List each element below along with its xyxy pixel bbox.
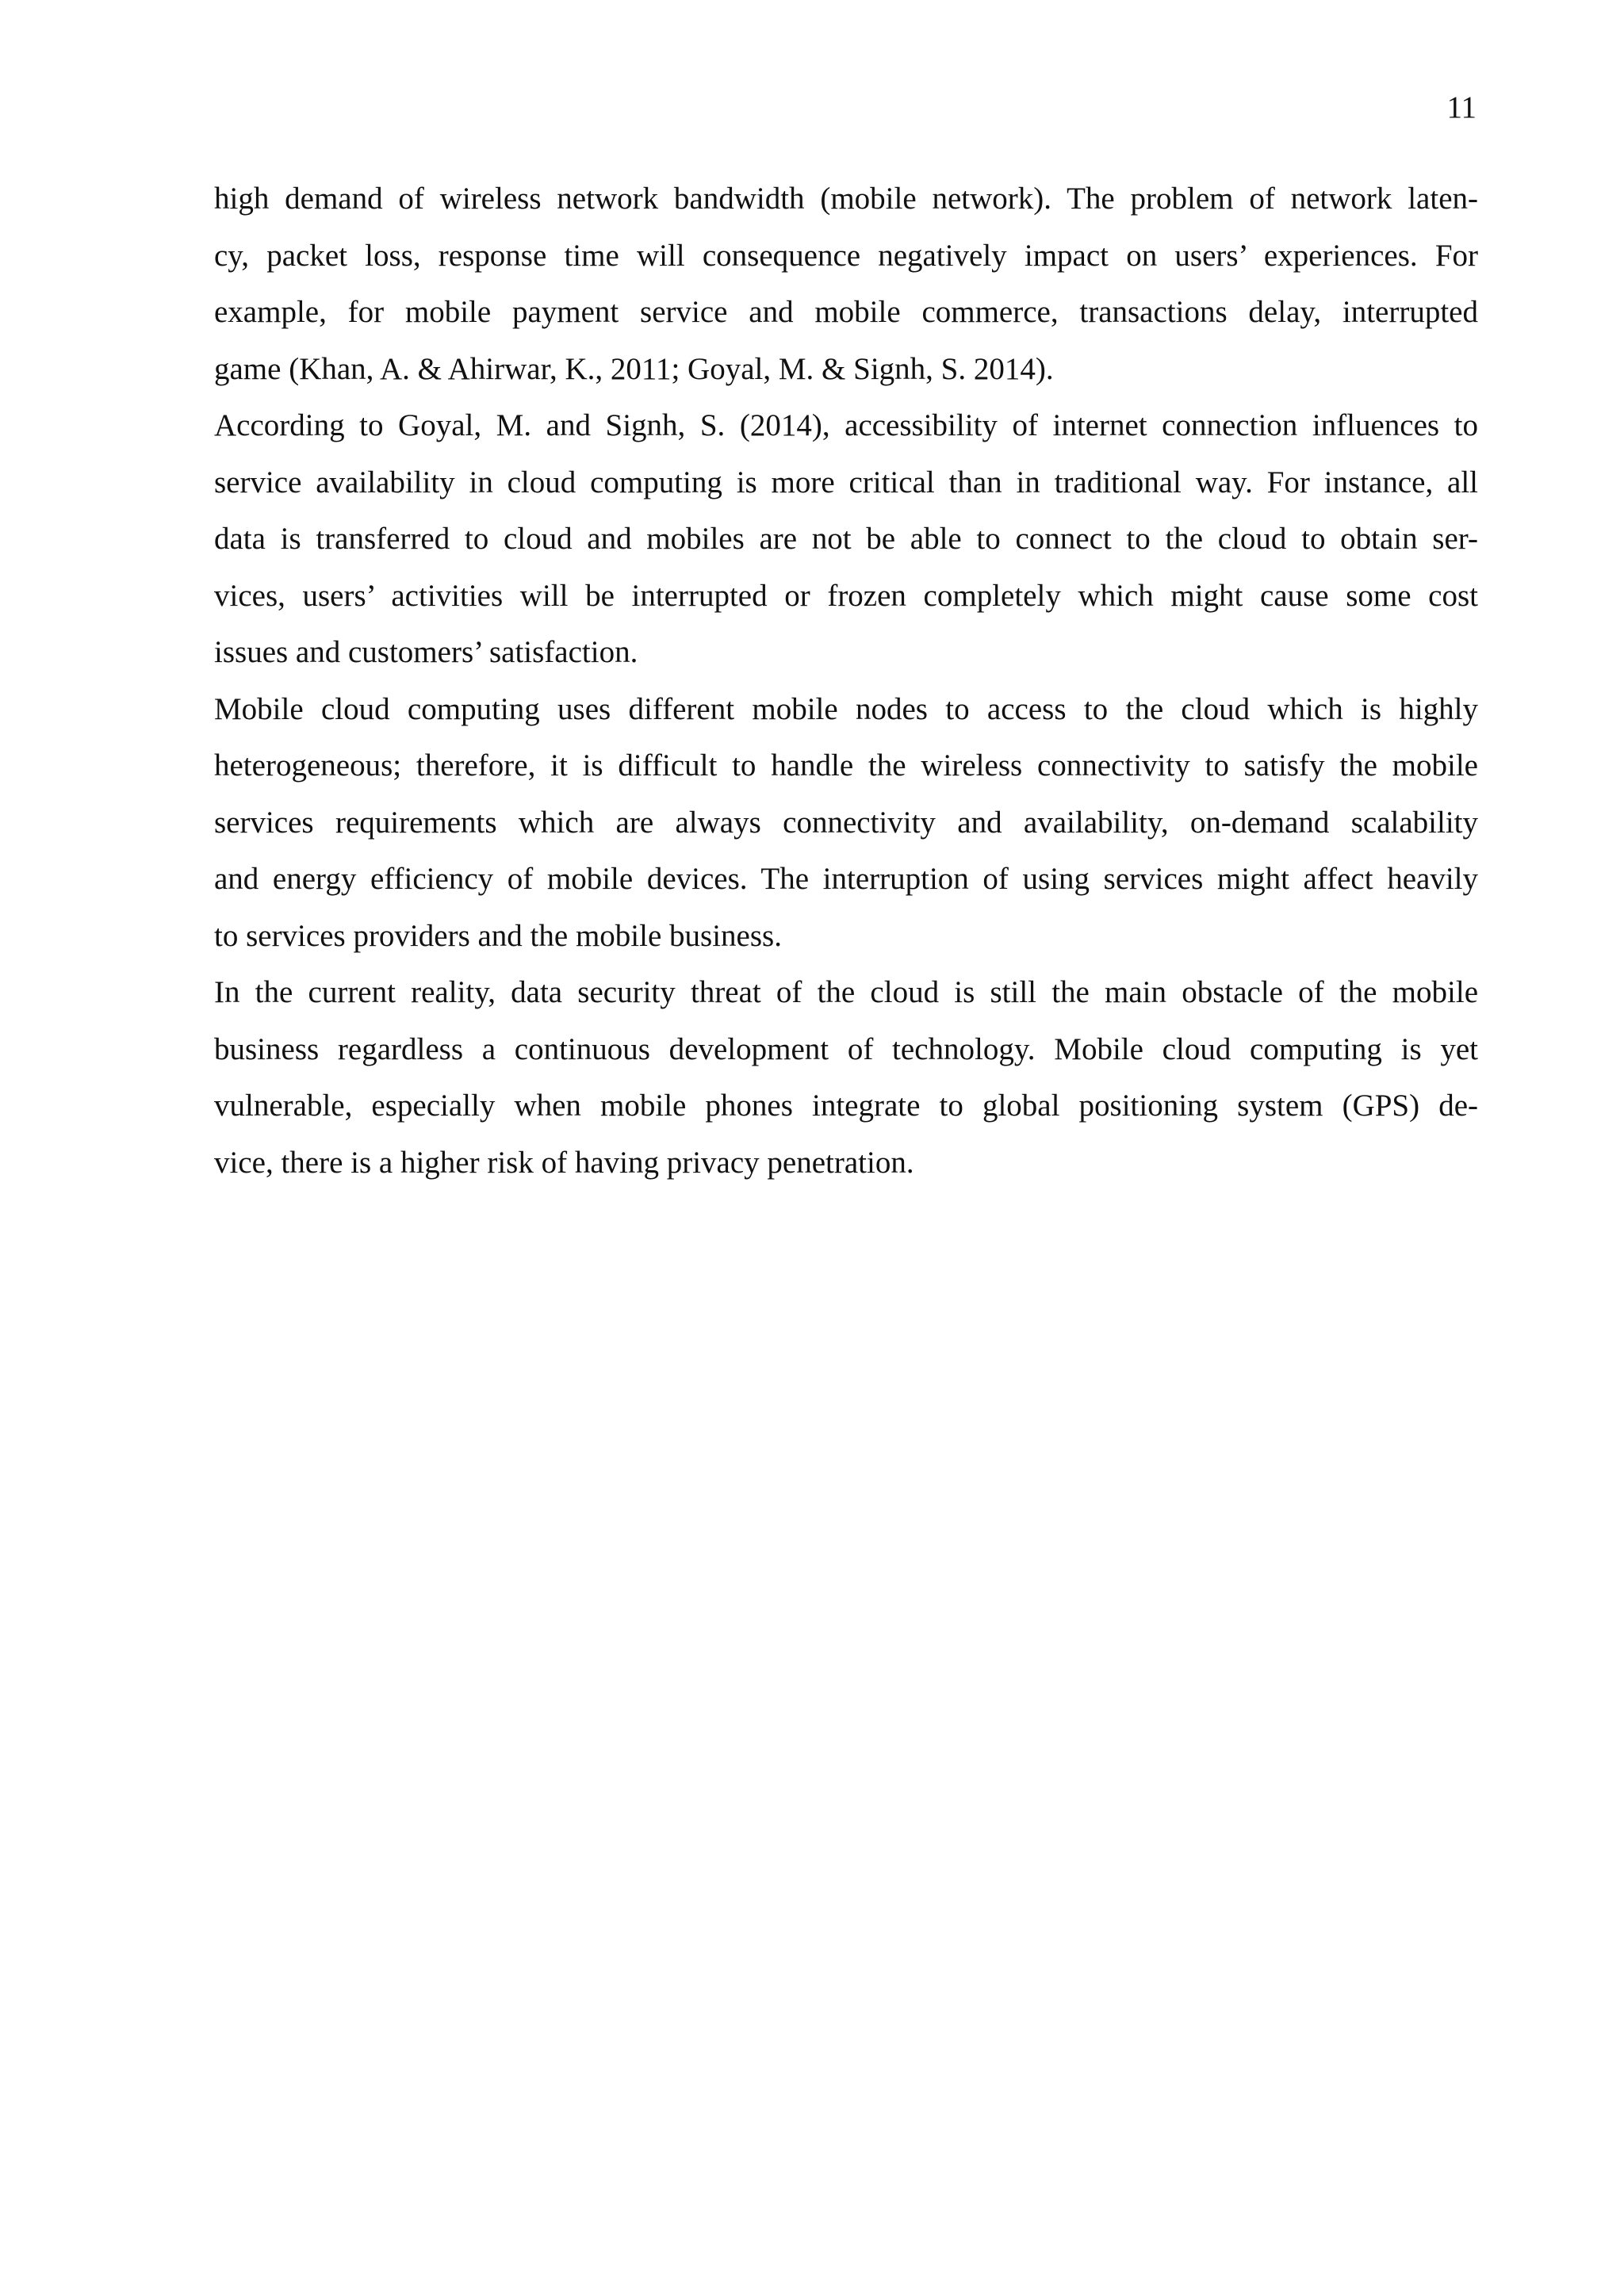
body-text <box>214 170 1478 1191</box>
text-line: example, for mobile payment service and mobile commerce, transactions delay, interrupted <box>214 295 1478 329</box>
text-line: service availability in cloud computing is more critical than in traditional way. For instance, all <box>214 465 1478 499</box>
text-line: and energy efficiency of mobile devices. The interruption of using services might affect heavily <box>214 862 1478 896</box>
text-line: high demand of wireless network bandwidth (mobile network). The problem of network laten- <box>214 182 1478 216</box>
text-line: vulnerable, especially when mobile phones integrate to global positioning system (GPS) de- <box>214 1089 1478 1123</box>
text-line: business regardless a continuous development of technology. Mobile cloud computing is yet <box>214 1031 1478 1066</box>
text-line: to services providers and the mobile business. <box>214 918 782 953</box>
text-line: services requirements which are always connectivity and availability, on-demand scalability <box>214 805 1478 840</box>
paragraph-1 <box>214 170 1478 397</box>
text-line: According to Goyal, M. and Signh, S. (2014), accessibility of internet connection influences to <box>214 408 1478 442</box>
text-line: game (Khan, A. & Ahirwar, K., 2011; Goyal, M. & Signh, S. 2014). <box>214 351 1054 386</box>
paragraph-4 <box>214 964 1478 1191</box>
text-line: Mobile cloud computing uses different mobile nodes to access to the cloud which is highly <box>214 691 1478 726</box>
text-line: vice, there is a higher risk of having privacy penetration. <box>214 1145 914 1180</box>
text-line: data is transferred to cloud and mobiles are not be able to connect to the cloud to obtain ser- <box>214 522 1478 556</box>
text-line: issues and customers’ satisfaction. <box>214 635 638 669</box>
text-line: cy, packet loss, response time will consequence negatively impact on users’ experiences. For <box>214 238 1478 273</box>
page-number: 11 <box>1446 90 1477 124</box>
text-line: In the current reality, data security threat of the cloud is still the main obstacle of the mobile <box>214 975 1478 1009</box>
text-line: vices, users’ activities will be interrupted or frozen completely which might cause some cost <box>214 578 1478 613</box>
text-line: heterogeneous; therefore, it is difficult to handle the wireless connectivity to satisfy the mobile <box>214 748 1478 783</box>
paragraph-2 <box>214 397 1478 681</box>
paragraph-3 <box>214 681 1478 965</box>
